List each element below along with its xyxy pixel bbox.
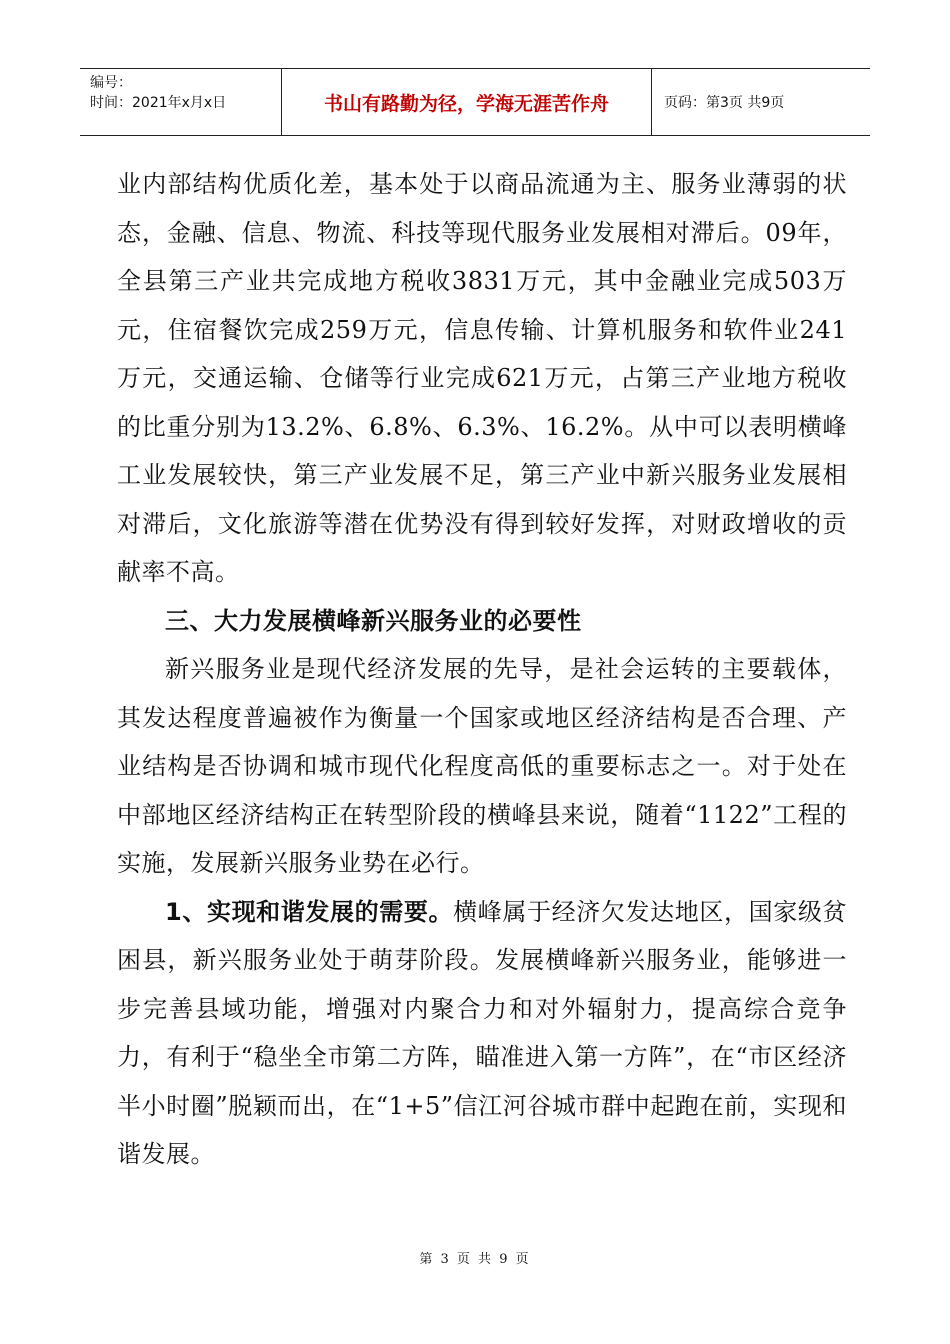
header-motto: 书山有路勤为径，学海无涯苦作舟 (282, 69, 652, 135)
paragraph-harmonious-development (117, 888, 847, 1179)
paragraph-continued: 业内部结构优质化差，基本处于以商品流通为主、服务业薄弱的状态，金融、信息、物流、科技等现代服务业发展相对滞后。09年，全县第三产业共完成地方税收3831万元，其中金融业完成503万元，住宿餐饮完成259万元，信息传输、计算机服务和软件业241万元，交通运输、仓储等行业完成621万元，占第三产业地方税收的比重分别为13.2%、6.8%、6.3%、16.2%。从中可以表明横峰工业发展较快，第三产业发展不足，第三产业中新兴服务业发展相对滞后，文化旅游等潜在优势没有得到较好发挥，对财政增收的贡献率不高。 (117, 170, 847, 586)
paragraph-necessity: 新兴服务业是现代经济发展的先导，是社会运转的主要载体，其发达程度普遍被作为衡量一个国家或地区经济结构是否合理、产业结构是否协调和城市现代化程度高低的重要标志之一。对于处在中部地区经济结构正在转型阶段的横峰县来说，随着“1122”工程的实施，发展新兴服务业势在必行。 (117, 655, 847, 877)
paragraph-body: 横峰属于经济欠发达地区，国家级贫困县，新兴服务业处于萌芽阶段。发展横峰新兴服务业，能够进一步完善县域功能，增强对内聚合力和对外辐射力，提高综合竞争力，有利于“稳坐全市第二方阵，瞄准进入第一方阵”，在“市区经济半小时圈”脱颖而出，在“1+5”信江河谷城市群中起跑在前，实现和谐发展。 (117, 897, 848, 1168)
page-footer: 第 3 页 共 9 页 (419, 1252, 531, 1267)
document-header (80, 68, 870, 136)
header-page-info: 页码：第3页 共9页 (664, 95, 785, 111)
header-meta (80, 69, 282, 135)
document-body (117, 160, 847, 1179)
number-label: 编号： (90, 75, 132, 91)
paragraph-lead: 1、实现和谐发展的需要。 (165, 897, 454, 926)
time-label: 时间：2021年x月x日 (90, 95, 227, 111)
section-heading: 三、大力发展横峰新兴服务业的必要性 (165, 606, 582, 635)
